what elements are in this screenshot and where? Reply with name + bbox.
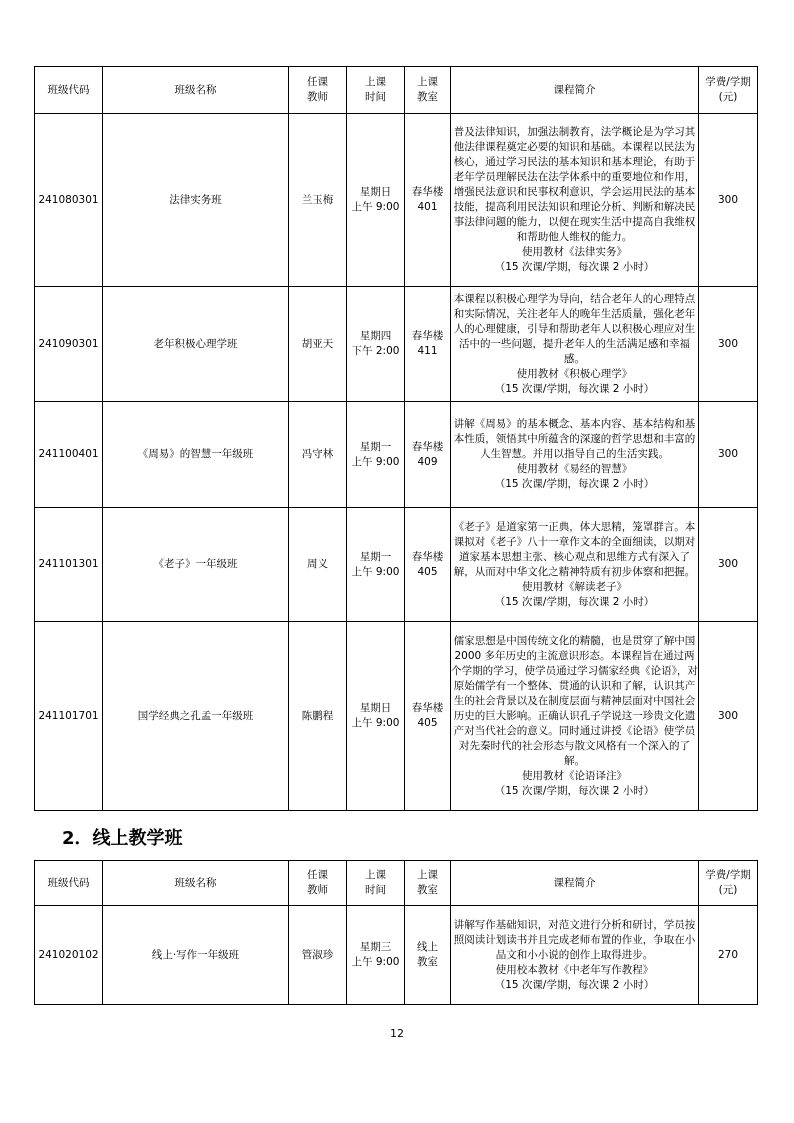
header-teacher: 任课 教师 bbox=[289, 67, 347, 114]
class-code: 241101301 bbox=[35, 508, 103, 622]
tuition-fee: 300 bbox=[699, 287, 758, 402]
teacher-name: 胡亚天 bbox=[289, 287, 347, 402]
teacher-name: 兰玉梅 bbox=[289, 114, 347, 287]
header-intro: 课程简介 bbox=[451, 67, 699, 114]
header-fee: 学费/学期 (元) bbox=[699, 861, 758, 906]
class-name: 《老子》一年级班 bbox=[103, 508, 289, 622]
course-intro: 讲解写作基础知识，对范文进行分析和研讨，学员按照阅读计划读书并且完成老师布置的作业，争取在小品文和小小说的创作上取得进步。 使用校本教材《中老年写作教程》 （15 次课/学期，每次课 2 小时） bbox=[451, 906, 699, 1005]
classroom: 春华楼 405 bbox=[405, 508, 451, 622]
header-intro: 课程简介 bbox=[451, 861, 699, 906]
class-time: 星期四 下午 2:00 bbox=[347, 287, 405, 402]
classroom: 春华楼 401 bbox=[405, 114, 451, 287]
class-name: 《周易》的智慧一年级班 bbox=[103, 402, 289, 508]
header-name: 班级名称 bbox=[103, 67, 289, 114]
header-room: 上课 教室 bbox=[405, 861, 451, 906]
header-name: 班级名称 bbox=[103, 861, 289, 906]
class-code: 241101701 bbox=[35, 622, 103, 811]
table-row bbox=[35, 114, 758, 287]
tuition-fee: 300 bbox=[699, 508, 758, 622]
class-code: 241020102 bbox=[35, 906, 103, 1005]
header-time: 上课 时间 bbox=[347, 861, 405, 906]
teacher-name: 周义 bbox=[289, 508, 347, 622]
tuition-fee: 300 bbox=[699, 622, 758, 811]
table-row bbox=[35, 508, 758, 622]
course-intro: 讲解《周易》的基本概念、基本内容、基本结构和基本性质，领悟其中所蕴含的深邃的哲学思想和丰富的人生智慧。并用以指导自己的生活实践。 使用教材《易经的智慧》 （15 次课/学期，每次课 2 小时） bbox=[451, 402, 699, 508]
header-fee: 学费/学期 (元) bbox=[699, 67, 758, 114]
class-time: 星期一 上午 9:00 bbox=[347, 508, 405, 622]
table-row bbox=[35, 622, 758, 811]
course-intro: 本课程以积极心理学为导向，结合老年人的心理特点和实际情况，关注老年人的晚年生活质量，强化老年人的心理健康，引导和帮助老年人以积极心理应对生活中的一些问题，提升老年人的生活满足感和幸福感。 使用教材《积极心理学》 （15 次课/学期，每次课 2 小时） bbox=[451, 287, 699, 402]
classroom: 春华楼 409 bbox=[405, 402, 451, 508]
offline-course-table bbox=[34, 66, 758, 811]
header-teacher: 任课 教师 bbox=[289, 861, 347, 906]
header-room: 上课 教室 bbox=[405, 67, 451, 114]
teacher-name: 管淑珍 bbox=[289, 906, 347, 1005]
class-time: 星期一 上午 9:00 bbox=[347, 402, 405, 508]
tuition-fee: 300 bbox=[699, 114, 758, 287]
class-time: 星期三 上午 9:00 bbox=[347, 906, 405, 1005]
table-row bbox=[35, 906, 758, 1005]
section-title: 2．线上教学班 bbox=[62, 828, 183, 849]
classroom: 春华楼 411 bbox=[405, 287, 451, 402]
classroom: 线上 教室 bbox=[405, 906, 451, 1005]
tuition-fee: 270 bbox=[699, 906, 758, 1005]
class-time: 星期日 上午 9:00 bbox=[347, 114, 405, 287]
header-code: 班级代码 bbox=[35, 67, 103, 114]
class-code: 241100401 bbox=[35, 402, 103, 508]
course-intro: 普及法律知识，加强法制教育，法学概论是为学习其他法律课程奠定必要的知识和基础。本课程以民法为核心，通过学习民法的基本知识和基本理论，有助于老年学员理解民法在法学体系中的重要地位和作用，增强民法意识和民事权利意识，学会运用民法的基本技能，提高利用民法知识和理论分析、判断和解决民事法律问题的能力，以便在现实生活中提高自我维权和帮助他人维权的能力。 使用教材《法律实务》 （15 次课/学期，每次课 2 小时） bbox=[451, 114, 699, 287]
class-name: 老年积极心理学班 bbox=[103, 287, 289, 402]
header-code: 班级代码 bbox=[35, 861, 103, 906]
class-time: 星期日 上午 9:00 bbox=[347, 622, 405, 811]
page-number: 12 bbox=[390, 1027, 404, 1040]
online-course-table bbox=[34, 860, 758, 1005]
course-intro: 儒家思想是中国传统文化的精髓，也是贯穿了解中国 2000 多年历史的主流意识形态。本课程旨在通过两个学期的学习，使学员通过学习儒家经典《论语》，对原始儒学有一个整体、贯通的认识和了解，认识其产生的社会背景以及在制度层面与精神层面对中国社会历史的巨大影响。正确认识孔子学说这一珍贵文化遗产对当代社会的意义。同时通过讲授《论语》使学员对先秦时代的社会形态与散文风格有一个深入的了解。 使用教材《论语译注》 （15 次课/学期，每次课 2 小时） bbox=[451, 622, 699, 811]
teacher-name: 冯守林 bbox=[289, 402, 347, 508]
class-name: 国学经典之孔孟一年级班 bbox=[103, 622, 289, 811]
class-name: 线上·写作一年级班 bbox=[103, 906, 289, 1005]
teacher-name: 陈鹏程 bbox=[289, 622, 347, 811]
class-code: 241090301 bbox=[35, 287, 103, 402]
class-name: 法律实务班 bbox=[103, 114, 289, 287]
table-row bbox=[35, 402, 758, 508]
table-header-row bbox=[35, 67, 758, 114]
course-intro: 《老子》是道家第一正典，体大思精，笼罩群言。本课拟对《老子》八十一章作文本的全面细读，以期对道家基本思想主张、核心观点和思维方式有深入了解，从而对中华文化之精神特质有初步体察和把握。 使用教材《解读老子》 （15 次课/学期，每次课 2 小时） bbox=[451, 508, 699, 622]
table-header-row bbox=[35, 861, 758, 906]
classroom: 春华楼 405 bbox=[405, 622, 451, 811]
tuition-fee: 300 bbox=[699, 402, 758, 508]
table-row bbox=[35, 287, 758, 402]
class-code: 241080301 bbox=[35, 114, 103, 287]
header-time: 上课 时间 bbox=[347, 67, 405, 114]
